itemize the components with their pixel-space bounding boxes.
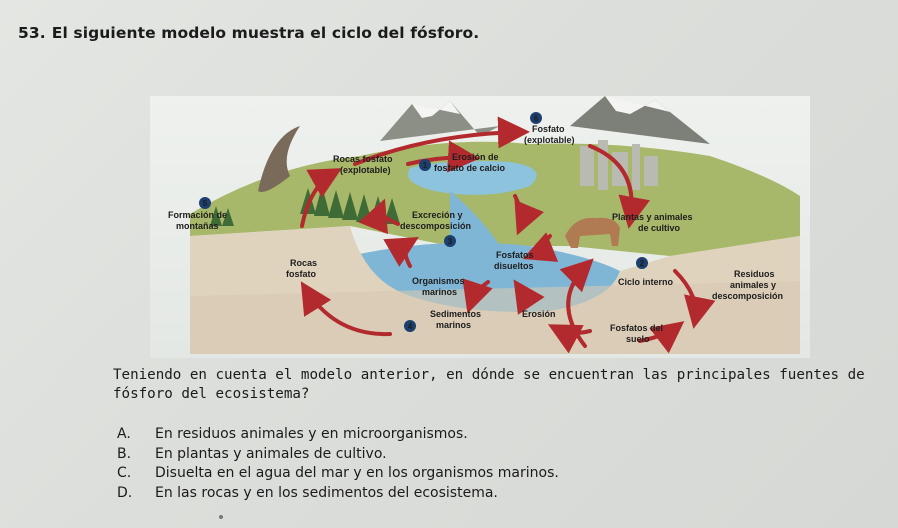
label-erosion-calcio-line1: Erosión de [452, 152, 499, 162]
answer-options [117, 425, 559, 503]
label-residuos-line2: animales y [730, 280, 777, 290]
option-letter: D. [117, 484, 133, 501]
label-residuos-line3: descomposición [712, 291, 784, 301]
question-heading: El siguiente modelo muestra el ciclo del fósforo. [51, 24, 480, 42]
option-text: Disuelta en el agua del mar y en los organismos marinos. [155, 465, 559, 481]
step-5-badge: 5 [202, 199, 208, 208]
step-4-badge: 4 [407, 322, 413, 331]
label-formacion-line2: montañas [176, 221, 219, 231]
label-fosfatos-disueltos-line1: Fosfatos [496, 250, 534, 260]
label-rocas-line1: Rocas [290, 258, 318, 268]
label-organismos-line2: marinos [422, 287, 458, 297]
label-excrecion-line2: descomposición [400, 221, 472, 231]
label-formacion-line1: Formación de [168, 210, 228, 220]
option-c[interactable] [117, 464, 559, 484]
option-text: En plantas y animales de cultivo. [155, 445, 387, 462]
label-organismos-line1: Organismos [412, 276, 465, 286]
question-number: 53. [18, 24, 46, 42]
step-6-badge: 6 [533, 114, 539, 123]
option-letter: A. [117, 426, 131, 442]
label-rocas-fosfato-line1: Rocas fosfato [333, 154, 393, 164]
option-text: En las rocas y en los sedimentos del ecosistema. [155, 484, 498, 501]
option-letter: C. [117, 465, 132, 481]
option-a[interactable] [117, 425, 559, 445]
page-dot [219, 515, 223, 519]
step-2-badge: 2 [639, 259, 645, 268]
label-fosfatos-disueltos-line2: disueltos [494, 261, 534, 271]
label-excrecion-line1: Excreción y [412, 210, 463, 220]
label-fosfato-explotable-line1: Fosfato [532, 124, 565, 134]
label-plantas-line2: de cultivo [638, 223, 681, 233]
label-residuos-line1: Residuos [734, 269, 775, 279]
question-title [18, 24, 479, 42]
option-text: En residuos animales y en microorganismos. [155, 426, 468, 442]
label-fosfatos-suelo-line1: Fosfatos del [610, 323, 664, 333]
label-sedimentos-line1: Sedimentos [430, 309, 482, 319]
label-fosfato-explotable-line2: (explotable) [524, 135, 575, 145]
label-sedimentos-line2: marinos [436, 320, 472, 330]
option-d[interactable] [117, 484, 559, 504]
phosphorus-cycle-diagram [150, 96, 810, 358]
option-letter: B. [117, 445, 132, 462]
step-1-badge: 1 [422, 161, 428, 170]
label-rocas-line2: fosfato [286, 269, 316, 279]
question-prompt: Teniendo en cuenta el modelo anterior, en dónde se encuentran las principales fuentes de fósforo del ecosistema? [113, 367, 865, 402]
option-b[interactable] [117, 445, 559, 465]
label-rocas-fosfato-line2: (explotable) [340, 165, 391, 175]
step-3-badge: 3 [447, 237, 453, 246]
label-ciclo-interno: Ciclo interno [618, 277, 674, 287]
label-erosion: Erosión [522, 309, 556, 319]
label-fosfatos-suelo-line2: suelo [626, 334, 650, 344]
label-plantas-line1: Plantas y animales [612, 212, 693, 222]
label-erosion-calcio-line2: fosfato de calcio [434, 163, 506, 173]
